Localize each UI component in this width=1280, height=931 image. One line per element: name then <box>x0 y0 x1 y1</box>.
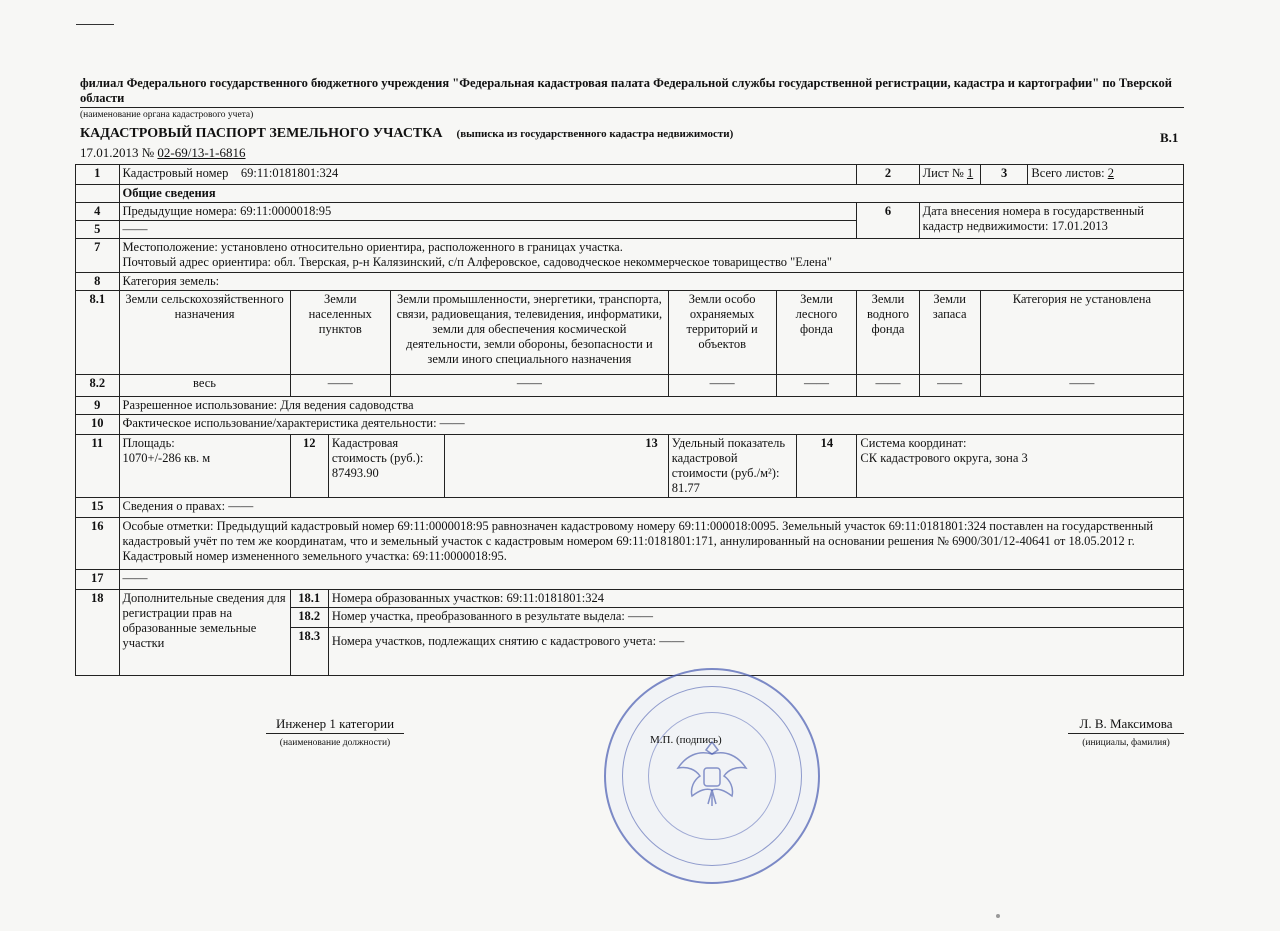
signatory-name-caption: (инициалы, фамилия) <box>1082 738 1170 748</box>
paper-speck <box>996 914 1000 918</box>
title-text: КАДАСТРОВЫЙ ПАСПОРТ ЗЕМЕЛЬНОГО УЧАСТКА <box>80 126 443 141</box>
signatory-name: Л. В. Максимова <box>1068 716 1184 734</box>
row-number-13: 13 <box>444 435 668 498</box>
row-number: 15 <box>76 498 120 518</box>
area-label: Площадь: <box>122 436 175 450</box>
row-10 <box>76 415 1184 435</box>
category-industry: Земли промышленности, энергетики, транспорта, связи, радиовещания, телевидения, информатики, земли для обеспечения космической деятельности, земли обороны, безопасности и земли иного специального назначения <box>391 291 669 375</box>
formed-plots: Номера образованных участков: 69:11:0181801:324 <box>328 590 1183 608</box>
row-5-value: —— <box>119 221 857 239</box>
total-sheets-label: Всего листов: <box>1031 166 1105 180</box>
location-line: Местоположение: установлено относительно ориентира, расположенного в границах участка. <box>122 240 623 254</box>
official-seal <box>604 668 820 884</box>
total-sheets-value: 2 <box>1107 166 1114 180</box>
category-settlements: Земли населенных пунктов <box>290 291 391 375</box>
title-subtitle: (выписка из государственного кадастра недвижимости) <box>456 128 734 140</box>
category-water: Земли водного фонда <box>857 291 919 375</box>
row-number: 4 <box>76 203 120 221</box>
category-value-industry: —— <box>391 375 669 397</box>
additional-info-label: Дополнительные сведения для регистрации прав на образованные земельные участки <box>119 590 290 676</box>
row-number: 9 <box>76 397 120 415</box>
document-date: 17.01.2013 № <box>80 145 155 160</box>
row-number: 3 <box>980 165 1028 185</box>
row-16 <box>76 518 1184 570</box>
specific-cost-cell <box>668 435 797 498</box>
cadastral-number-label: Кадастровый номер <box>122 166 229 180</box>
row-number: 2 <box>857 165 919 185</box>
cadastral-number-cell <box>119 165 857 185</box>
category-value-not-set: —— <box>980 375 1183 397</box>
row-8 <box>76 273 1184 291</box>
seal-signature-caption: М.П. (подпись) <box>650 734 722 746</box>
category-not-set: Категория не установлена <box>980 291 1183 375</box>
postal-address-line: Почтовый адрес ориентира: обл. Тверская, р-н Калязинский, с/п Алферовское, садоводческое некоммерческое товарищество "Елена" <box>122 255 833 269</box>
previous-numbers: Предыдущие номера: 69:11:0000018:95 <box>119 203 857 221</box>
row-number: 16 <box>76 518 120 570</box>
row-number: 14 <box>797 435 857 498</box>
area-value: 1070+/-286 кв. м <box>122 451 211 465</box>
category-value-forest: —— <box>776 375 857 397</box>
sheet-cell <box>919 165 980 185</box>
row-number: 18.2 <box>290 608 328 628</box>
row-number: 8.1 <box>76 291 120 375</box>
organization-name: филиал Федерального государственного бюджетного учреждения "Федеральная кадастровая палата Федеральной службы государственной регистрации, кадастра и картографии" по Тверской области <box>80 76 1172 105</box>
row-4 <box>76 203 1184 221</box>
location-cell <box>119 239 1183 273</box>
category-value-agricultural: весь <box>119 375 290 397</box>
organization-underline <box>80 107 1184 108</box>
row-number: 1 <box>76 165 120 185</box>
cadastral-cost-cell <box>328 435 444 498</box>
category-value-reserve: —— <box>919 375 980 397</box>
row-7 <box>76 239 1184 273</box>
row-number: 17 <box>76 570 120 590</box>
special-notes: Особые отметки: Предыдущий кадастровый номер 69:11:0000018:95 равнозначен кадастровому номеру 69:11:000018:0095. Земельный участок 69:11:0181801:324 поставлен на государственный кадастровый учёт по тем же координатам, что и земельный участок с кадастровым номером 69:11:0181801:171, аннулированный на основании решения № 6900/301/12-40641 от 18.05.2012 г. Кадастровый номер измененного земельного участка: 69:11:0000018:95. <box>119 518 1183 570</box>
area-cell <box>119 435 290 498</box>
row-general <box>76 185 1184 203</box>
row-17-value: —— <box>119 570 1183 590</box>
category-value-settlements: —— <box>290 375 391 397</box>
cadastral-table <box>75 164 1184 676</box>
rights-info: Сведения о правах: —— <box>119 498 1183 518</box>
row-18-1 <box>76 590 1184 608</box>
category-forest: Земли лесного фонда <box>776 291 857 375</box>
row-17 <box>76 570 1184 590</box>
permitted-use: Разрешенное использование: Для ведения садоводства <box>119 397 1183 415</box>
sheet-label: Лист № <box>922 166 964 180</box>
category-value-water: —— <box>857 375 919 397</box>
document-number: 02-69/13-1-6816 <box>157 145 246 160</box>
signatory-position-block <box>266 716 404 748</box>
row-number: 11 <box>76 435 120 498</box>
coordinate-system-cell <box>857 435 1184 498</box>
cadastral-cost-value: 87493.90 <box>331 466 379 480</box>
row-number: 18 <box>76 590 120 676</box>
specific-cost-value: 81.77 <box>671 481 700 495</box>
row-8-2 <box>76 375 1184 397</box>
row-number: 7 <box>76 239 120 273</box>
row-number: 6 <box>857 203 919 239</box>
specific-cost-label: Удельный показатель кадастровой стоимости (руб./м²): <box>671 436 786 480</box>
corner-mark <box>76 24 114 25</box>
coordinate-system-value: СК кадастрового округа, зона 3 <box>860 451 1028 465</box>
total-sheets-cell <box>1028 165 1184 185</box>
document-date-number <box>80 145 246 161</box>
actual-use: Фактическое использование/характеристика деятельности: —— <box>119 415 1183 435</box>
row-11 <box>76 435 1184 498</box>
row-8-1 <box>76 291 1184 375</box>
category-agricultural: Земли сельскохозяйственного назначения <box>119 291 290 375</box>
cadastral-number-value: 69:11:0181801:324 <box>240 166 339 180</box>
row-number: 8.2 <box>76 375 120 397</box>
registration-date: Дата внесения номера в государственный кадастр недвижимости: 17.01.2013 <box>919 203 1183 239</box>
organization-caption: (наименование органа кадастрового учета) <box>80 110 254 120</box>
sheet-value: 1 <box>966 166 974 180</box>
document-title <box>80 126 733 142</box>
plots-to-remove: Номера участков, подлежащих снятию с кадастрового учета: —— <box>328 628 1183 676</box>
row-number: 8 <box>76 273 120 291</box>
signatory-position: Инженер 1 категории <box>266 716 404 734</box>
coordinate-system-label: Система координат: <box>860 436 967 450</box>
row-number: 5 <box>76 221 120 239</box>
category-reserve: Земли запаса <box>919 291 980 375</box>
row-1 <box>76 165 1184 185</box>
category-value-protected: —— <box>668 375 776 397</box>
category-protected: Земли особо охраняемых территорий и объектов <box>668 291 776 375</box>
transformed-plot: Номер участка, преобразованного в результате выдела: —— <box>328 608 1183 628</box>
row-9 <box>76 397 1184 415</box>
general-info-heading: Общие сведения <box>119 185 1183 203</box>
row-number: 18.1 <box>290 590 328 608</box>
cadastral-cost-label: Кадастровая стоимость (руб.): <box>331 436 424 465</box>
signatory-name-block <box>1068 716 1184 748</box>
land-category-label: Категория земель: <box>119 273 1183 291</box>
row-number: 10 <box>76 415 120 435</box>
row-number: 18.3 <box>290 628 328 676</box>
signatory-position-caption: (наименование должности) <box>279 738 391 748</box>
row-15 <box>76 498 1184 518</box>
row-number: 12 <box>290 435 328 498</box>
form-code: В.1 <box>1160 130 1179 145</box>
